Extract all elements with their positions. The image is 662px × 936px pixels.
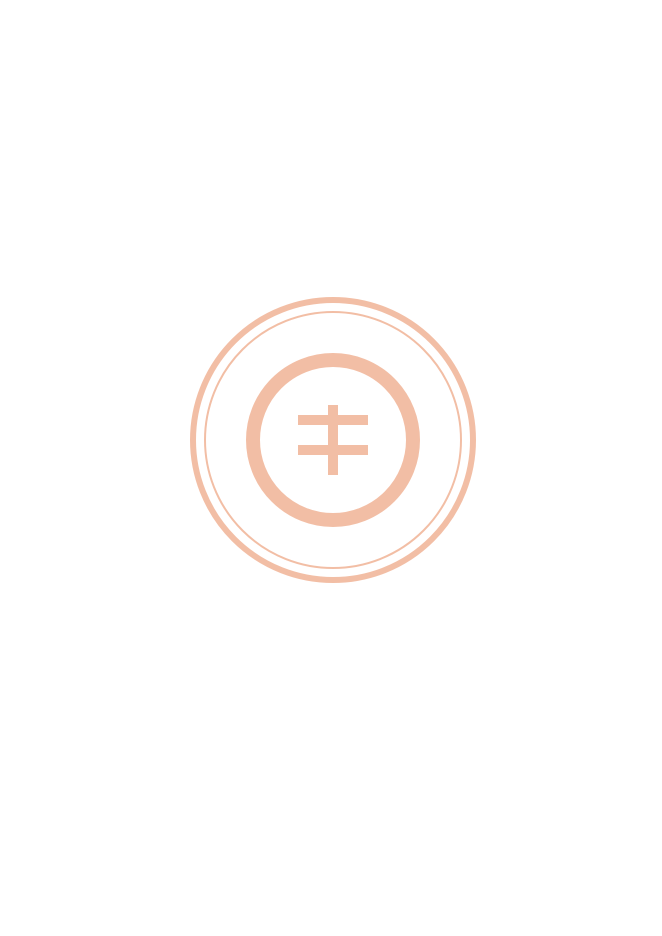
seal-watermark	[188, 295, 478, 585]
